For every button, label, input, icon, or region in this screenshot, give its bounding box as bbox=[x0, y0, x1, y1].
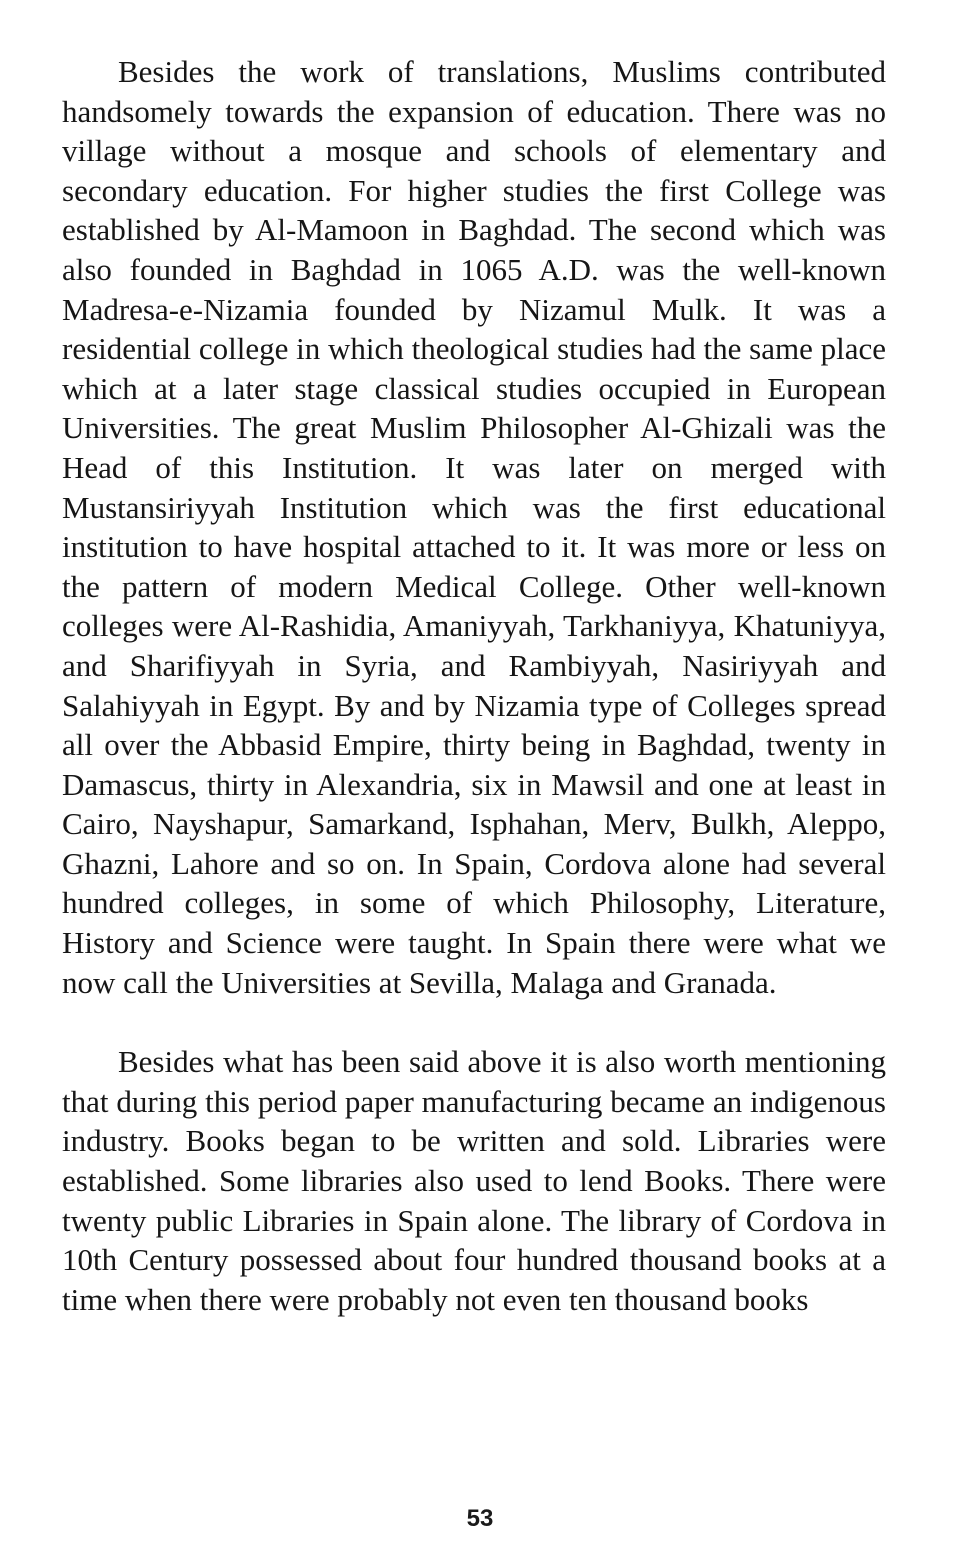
page-number: 53 bbox=[466, 1505, 494, 1532]
page-body bbox=[62, 52, 886, 1319]
paragraph-libraries-books: Besides what has been said above it is also worth mentioning that during this period paper manufacturing became an indigenous industry. Books began to be written and sold. Libraries were established. Some libraries also used to lend Books. There were twenty public Libraries in Spain alone. The library of Cordova in 10th Century possessed about four hundred thousand books at a time when there were probably not even ten thousand books bbox=[62, 1044, 886, 1317]
paragraph-education-colleges: Besides the work of translations, Muslims contributed handsomely towards the expansion of education. There was no village without a mosque and schools of elementary and secondary education. For higher studies the first College was established by Al-Mamoon in Baghdad. The second which was also founded in Baghdad in 1065 A.D. was the well-known Madresa-e-Nizamia founded by Nizamul Mulk. It was a residential college in which theological studies had the same place which at a later stage classical studies occupied in European Universities. The great Muslim Philosopher Al-Ghizali was the Head of this Institution. It was later on merged with Mustansiriyyah Institution which was the first educational institution to have hospital attached to it. It was more or less on the pattern of modern Medical College. Other well-known colleges were Al-Rashidia, Amaniyyah, Tarkhaniyya, Khatuniyya, and Sharifiyyah in Syria, and Rambiyyah, Nasiriyyah and Salahiyyah in Egypt. By and by Nizamia type of Colleges spread all over the Abbasid Empire, thirty being in Baghdad, twenty in Damascus, thirty in Alexandria, six in Mawsil and one at least in Cairo, Nayshapur, Samarkand, Isphahan, Merv, Bulkh, Aleppo, Ghazni, Lahore and so on. In Spain, Cordova alone had several hundred colleges, in some of which Philosophy, Literature, History and Science were taught. In Spain there were what we now call the Universities at Sevilla, Malaga and Granada. bbox=[62, 54, 886, 1000]
